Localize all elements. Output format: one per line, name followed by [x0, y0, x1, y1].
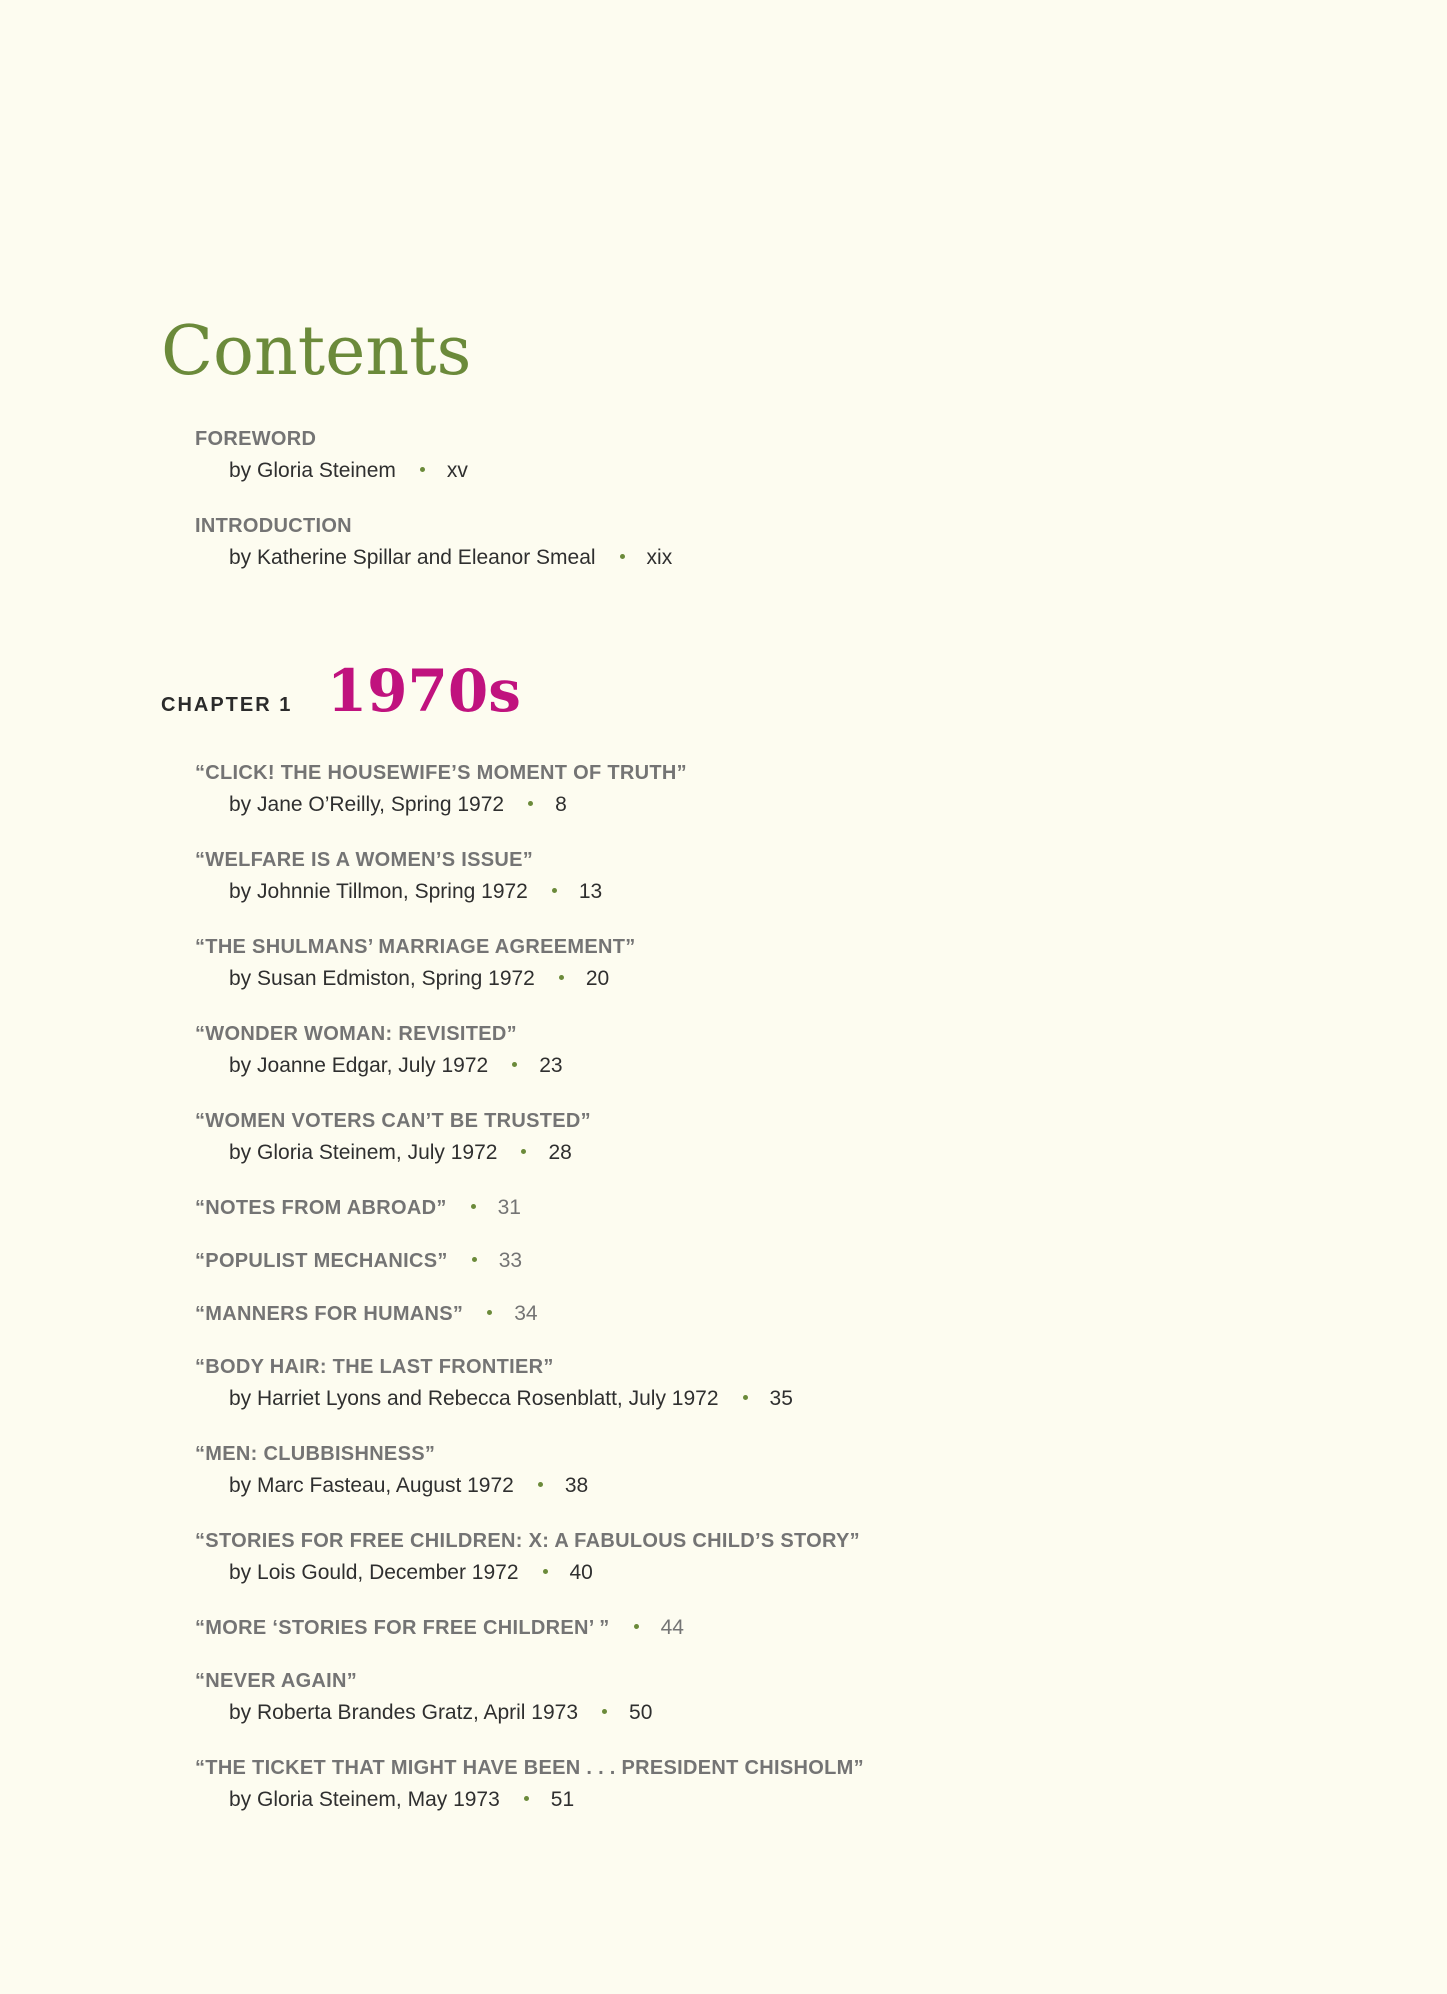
page-number: 31 [497, 1196, 521, 1219]
entry-title: “BODY HAIR: THE LAST FRONTIER” [195, 1356, 554, 1378]
entry-title-row [195, 1352, 1345, 1382]
entry-title: “NEVER AGAIN” [195, 1670, 358, 1692]
bullet-dot-icon [620, 554, 625, 559]
chapter-heading [161, 656, 521, 726]
page-title: Contents [161, 312, 472, 391]
toc-entry-introduction[interactable] [195, 511, 1295, 575]
entry-byline-row [195, 1382, 1345, 1416]
toc-entry[interactable] [195, 932, 1345, 996]
toc-entry[interactable] [195, 1753, 1345, 1817]
toc-entry[interactable] [195, 1666, 1345, 1730]
entry-title-row [195, 845, 1345, 875]
bullet-dot-icon [420, 467, 425, 472]
bullet-dot-icon [512, 1062, 517, 1067]
toc-entry[interactable] [195, 1106, 1345, 1170]
entry-byline-row [195, 1783, 1345, 1817]
bullet-dot-icon [743, 1395, 748, 1400]
entry-byline-row [195, 962, 1345, 996]
page-number: 20 [585, 967, 610, 990]
page-number: 40 [569, 1561, 593, 1584]
entry-title: “MORE ‘STORIES FOR FREE CHILDREN’ ” [195, 1617, 610, 1639]
entry-title-row [195, 1753, 1345, 1783]
page-number: 33 [498, 1249, 523, 1272]
entry-title: “NOTES FROM ABROAD” [195, 1197, 447, 1219]
page-number: 28 [548, 1141, 572, 1164]
entry-title-row [195, 1613, 1345, 1643]
toc-entry[interactable] [195, 1439, 1345, 1503]
entry-title: FOREWORD [195, 428, 317, 450]
page-number: 34 [514, 1302, 538, 1325]
entry-byline-row [195, 1469, 1345, 1503]
entry-byline-row [195, 1556, 1345, 1590]
chapter-label: CHAPTER 1 [161, 694, 293, 716]
entry-title-row [195, 1193, 1345, 1223]
entry-title-row [195, 1439, 1345, 1469]
entry-title: INTRODUCTION [195, 515, 352, 537]
toc-entry[interactable] [195, 1352, 1345, 1416]
page-number: 23 [539, 1054, 563, 1077]
page-number: 8 [555, 793, 567, 816]
entry-title-row [195, 1299, 1345, 1329]
bullet-dot-icon [559, 975, 564, 980]
entry-byline: by Roberta Brandes Gratz, April 1973 [229, 1701, 579, 1724]
bullet-dot-icon [528, 801, 533, 806]
entry-title: “STORIES FOR FREE CHILDREN: X: A FABULOUS CHILD’S STORY” [195, 1530, 860, 1552]
entry-byline: by Susan Edmiston, Spring 1972 [229, 967, 535, 990]
toc-entry[interactable] [195, 1299, 1345, 1329]
bullet-dot-icon [552, 888, 557, 893]
entry-byline: by Gloria Steinem, May 1973 [229, 1788, 500, 1811]
entry-byline-row [195, 1049, 1345, 1083]
bullet-dot-icon [634, 1624, 639, 1629]
entry-byline-row [195, 875, 1345, 909]
entry-byline-row [195, 454, 1295, 488]
toc-entry-foreword[interactable] [195, 424, 1295, 488]
entry-byline: by Harriet Lyons and Rebecca Rosenblatt, July 1972 [229, 1387, 719, 1410]
front-matter-list [195, 424, 1295, 598]
bullet-dot-icon [472, 1257, 477, 1262]
toc-entry[interactable] [195, 845, 1345, 909]
entry-byline-row [195, 788, 1345, 822]
page-number: 44 [660, 1616, 684, 1639]
page-number: 38 [564, 1474, 589, 1497]
page-number: xix [646, 546, 673, 569]
bullet-dot-icon [538, 1482, 543, 1487]
toc-entry[interactable] [195, 1526, 1345, 1590]
entry-byline: by Marc Fasteau, August 1972 [229, 1474, 514, 1497]
entry-title-row [195, 1526, 1345, 1556]
bullet-dot-icon [524, 1796, 529, 1801]
entry-title: “THE SHULMANS’ MARRIAGE AGREEMENT” [195, 936, 636, 958]
toc-entry[interactable] [195, 758, 1345, 822]
entry-byline-row [195, 1696, 1345, 1730]
page-number: 35 [769, 1387, 793, 1410]
toc-entry[interactable] [195, 1193, 1345, 1223]
entry-title: “POPULIST MECHANICS” [195, 1250, 448, 1272]
bullet-dot-icon [521, 1149, 526, 1154]
chapter-title: 1970s [326, 657, 521, 725]
entry-title-row [195, 1246, 1345, 1276]
entry-title-row [195, 1666, 1345, 1696]
toc-entry[interactable] [195, 1019, 1345, 1083]
entry-byline: by Lois Gould, December 1972 [229, 1561, 519, 1584]
toc-entry[interactable] [195, 1246, 1345, 1276]
page-number: 51 [550, 1788, 575, 1811]
entry-title-row [195, 1106, 1345, 1136]
bullet-dot-icon [487, 1310, 492, 1315]
entry-title-row [195, 758, 1345, 788]
page-number: 50 [629, 1701, 653, 1724]
entry-title: “WELFARE IS A WOMEN’S ISSUE” [195, 849, 534, 871]
entry-byline: by Gloria Steinem, July 1972 [229, 1141, 498, 1164]
page-number: xv [446, 459, 468, 482]
entry-title-row [195, 932, 1345, 962]
entry-byline: by Joanne Edgar, July 1972 [229, 1054, 489, 1077]
toc-entry[interactable] [195, 1613, 1345, 1643]
entry-byline: by Jane O’Reilly, Spring 1972 [229, 793, 505, 816]
entry-title: “CLICK! THE HOUSEWIFE’S MOMENT OF TRUTH” [195, 762, 687, 784]
entry-byline-row [195, 541, 1295, 575]
entry-byline: by Katherine Spillar and Eleanor Smeal [229, 546, 596, 569]
entry-byline: by Gloria Steinem [229, 459, 396, 482]
bullet-dot-icon [471, 1204, 476, 1209]
entry-byline: by Johnnie Tillmon, Spring 1972 [229, 880, 528, 903]
entry-title: “MEN: CLUBBISHNESS” [195, 1443, 436, 1465]
entry-title: “MANNERS FOR HUMANS” [195, 1303, 464, 1325]
entry-title: “WOMEN VOTERS CAN’T BE TRUSTED” [195, 1110, 591, 1132]
bullet-dot-icon [602, 1709, 607, 1714]
entry-title: “THE TICKET THAT MIGHT HAVE BEEN . . . PRESIDENT CHISHOLM” [195, 1757, 864, 1779]
entry-title-row [195, 1019, 1345, 1049]
page-number: 13 [578, 880, 603, 903]
bullet-dot-icon [543, 1569, 548, 1574]
entry-byline-row [195, 1136, 1345, 1170]
chapter-entry-list [195, 758, 1345, 1840]
entry-title: “WONDER WOMAN: REVISITED” [195, 1023, 517, 1045]
